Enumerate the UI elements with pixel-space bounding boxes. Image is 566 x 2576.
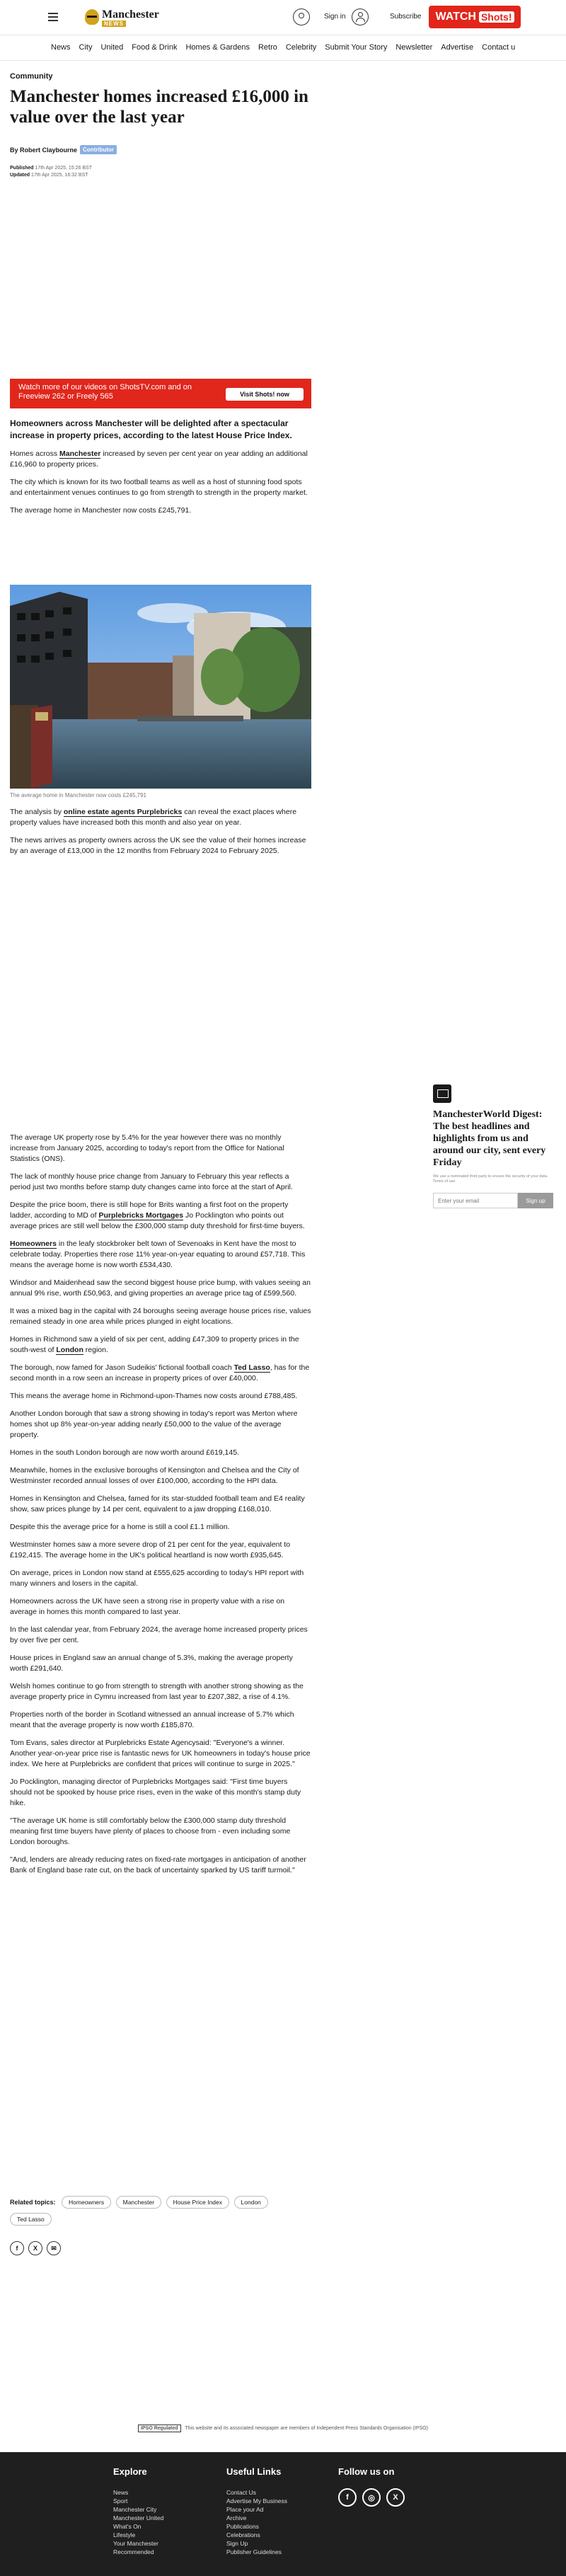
related-topics: [10, 2196, 311, 2230]
paragraph: Despite the price boom, there is still hope for Brits wanting a first foot on the property ladder, according to MD of Purplebricks Mortgages Jo Pocklington who points out average prices are still well below the £300,000 stamp duty threshold for first-time buyers.: [10, 1201, 305, 1230]
paragraph: Homes in Kensington and Chelsea, famed for its star-studded football team and E4 reality show, saw prices plunge by 14 per cent, equivalent to a jaw dropping £168,010.: [10, 1494, 305, 1513]
nav-retro[interactable]: Retro: [258, 43, 277, 52]
share-bar: [10, 2241, 61, 2255]
nav-newsletter[interactable]: Newsletter: [395, 43, 433, 52]
nav-contact[interactable]: Contact u: [482, 43, 516, 52]
site-logo[interactable]: [85, 7, 159, 28]
footer-link[interactable]: Manchester City: [113, 2506, 157, 2513]
topic-chip-ted-lasso[interactable]: Ted Lasso: [10, 2213, 52, 2226]
paragraph: The news arrives as property owners across the UK see the value of their homes increase by an average of £13,000 in the 12 months from February 2024 to February 2025.: [10, 836, 306, 855]
main-nav: [0, 35, 566, 61]
x-share-icon[interactable]: X: [28, 2241, 42, 2255]
published-label: Published: [10, 166, 34, 171]
watch-shots-button[interactable]: [429, 6, 521, 28]
menu-icon[interactable]: [48, 13, 58, 21]
paragraph: Jo Pocklington, managing director of Purplebricks Mortgages said: "First time buyers should not be spooked by house price rises, even in the wake of this month's stamp duty hike.: [10, 1778, 301, 1807]
contributor-badge: Contributor: [80, 145, 117, 154]
paragraph: Meanwhile, homes in the exclusive boroughs of Kensington and Chelsea and the City of Westminster recorded annual losses of over £100,000, according to the HPI data.: [10, 1466, 299, 1485]
paragraph: Despite this the average price for a home is still a cool £1.1 million.: [10, 1523, 230, 1531]
paragraph: The average home in Manchester now costs £245,791.: [10, 506, 192, 515]
topic-chip-london[interactable]: London: [234, 2196, 268, 2209]
logo-main: Manchester: [102, 8, 159, 21]
footer-link[interactable]: What's On: [113, 2523, 142, 2530]
paragraph: The lack of monthly house price change from January to February this year reflects a period just two months before stamp duty changes came into force at the start of April.: [10, 1172, 293, 1191]
article-body-intro: [10, 418, 311, 523]
nav-celebrity[interactable]: Celebrity: [285, 43, 317, 52]
article-body-analysis: [10, 807, 311, 864]
paragraph: Another London borough that saw a strong showing in today's report was Merton where homes shot up 8% year-on-year adding nearly £50,000 to the value of the average property.: [10, 1409, 298, 1439]
related-topics-label: Related topics:: [10, 2199, 56, 2206]
paragraph: Tom Evans, sales director at Purplebricks Estate Agencysaid: "Everyone's a winner. Another year-on-year price rise is fantastic news for UK homeowners in today's house price index. We here at Purplebricks are confident that prices will continue to surge in 2025.": [10, 1739, 311, 1768]
email-share-icon[interactable]: ✉: [47, 2241, 61, 2255]
footer-link[interactable]: Sign Up: [226, 2540, 248, 2547]
paragraph: The average UK property rose by 5.4% for the year however there was no monthly increase from January 2025, according to today's report from the Office for National Statistics (ONS).: [10, 1133, 284, 1163]
updated-date: 17th Apr 2025, 16:32 BST: [30, 173, 88, 178]
author-name[interactable]: By Robert Claybourne: [10, 146, 78, 154]
ipso-badge[interactable]: IPSO Regulated: [138, 2425, 181, 2432]
topic-chip-house-price-index[interactable]: House Price Index: [166, 2196, 229, 2209]
paragraph: The city which is known for its two football teams as well as a host of stunning food spots and entertainment venues continues to go from strength to strength in the property market.: [10, 478, 308, 497]
homeowners-link[interactable]: Homeowners: [10, 1240, 57, 1248]
nav-advertise[interactable]: Advertise: [441, 43, 474, 52]
paragraph: Homes in the south London borough are now worth around £619,145.: [10, 1448, 239, 1457]
manchester-link[interactable]: Manchester: [59, 450, 101, 458]
paragraph: "And, lenders are already reducing rates on fixed-rate mortgages in anticipation of another Bank of England base rate cut, on the back of uncertainty sparked by US tariff turmoil.": [10, 1855, 306, 1874]
article-headline: Manchester homes increased £16,000 in value over the last year: [10, 87, 308, 127]
newsletter-signup: [433, 1084, 553, 1208]
paragraph: Homeowners across the UK have seen a strong rise in property value with a rise on average in homes this month compared to last year.: [10, 1597, 285, 1616]
facebook-share-icon[interactable]: f: [10, 2241, 24, 2255]
nav-food-drink[interactable]: Food & Drink: [132, 43, 178, 52]
user-icon[interactable]: [352, 8, 369, 25]
ipso-text: This website and its associated newspaper are members of Independent Press Standards Organisation (IPSO): [185, 2426, 428, 2431]
nav-city[interactable]: City: [79, 43, 93, 52]
shots-ad-banner[interactable]: [10, 379, 311, 408]
footer-useful-title: Useful Links: [226, 2466, 282, 2477]
ipso-notice: [0, 2425, 566, 2432]
paragraph: Windsor and Maidenhead saw the second biggest house price bump, with values seeing an annual 9% rise, worth £50,963, and giving properties an average price tag of £599,560.: [10, 1278, 311, 1298]
paragraph: This means the average home in Richmond-upon-Thames now costs around £788,485.: [10, 1392, 298, 1400]
footer-link[interactable]: Archive: [226, 2514, 247, 2521]
footer-link[interactable]: Place your Ad: [226, 2506, 264, 2513]
sign-in-link[interactable]: Sign in: [324, 13, 346, 21]
facebook-icon[interactable]: f: [338, 2488, 357, 2507]
footer-link[interactable]: News: [113, 2489, 129, 2496]
site-header: [0, 0, 566, 35]
london-link[interactable]: London: [56, 1346, 83, 1354]
instagram-icon[interactable]: ◎: [362, 2488, 381, 2507]
nav-homes-gardens[interactable]: Homes & Gardens: [185, 43, 250, 52]
footer-link[interactable]: Advertise My Business: [226, 2497, 287, 2505]
subscribe-link[interactable]: Subscribe: [390, 13, 422, 21]
search-icon[interactable]: [293, 8, 310, 25]
paragraph: House prices in England saw an annual change of 5.3%, making the average property worth £291,640.: [10, 1654, 293, 1673]
paragraph: The borough, now famed for Jason Sudeikis' fictional football coach Ted Lasso, has for the second month in a row seen an increase in property prices of over £40,000.: [10, 1363, 310, 1383]
site-footer: [0, 2452, 566, 2576]
footer-useful-links: [226, 2466, 287, 2556]
footer-explore: [113, 2466, 163, 2556]
ted-lasso-link[interactable]: Ted Lasso: [233, 1363, 270, 1372]
paragraph: Westminster homes saw a more severe drop of 21 per cent for the year, equivalent to £192,415. The average home in the UK's political heartland is now worth £935,645.: [10, 1540, 291, 1559]
newsletter-fine-print: We use a nominated third party to ensure the security of your data. Terms of use: [433, 1174, 548, 1184]
paragraph: "The average UK home is still comfortably below the £300,000 stamp duty threshold meaning first time buyers have plenty of places to choose from - even including some London boroughs.: [10, 1816, 291, 1846]
section-kicker[interactable]: Community: [10, 72, 53, 81]
bee-logo-icon: [85, 9, 99, 25]
article-standfirst: Homeowners across Manchester will be delighted after a spectacular increase in property prices, according to the latest House Price Index.: [10, 418, 292, 440]
newsletter-form: [433, 1193, 553, 1208]
canal-photo: [10, 585, 311, 789]
paragraph: Properties north of the border in Scotland witnessed an annual increase of 5.7% which meant that the average property is now worth £185,870.: [10, 1710, 294, 1729]
topic-chip-manchester[interactable]: Manchester: [116, 2196, 161, 2209]
logo-sub: NEWS: [102, 21, 126, 27]
updated-label: Updated: [10, 173, 30, 178]
newsletter-title: ManchesterWorld Digest: The best headlines and highlights from us and around our city, sent every Friday: [433, 1109, 546, 1168]
article-dates: [10, 165, 92, 179]
paragraph: The analysis by online estate agents Purplebricks can reveal the exact places where property values have increased both this month and also year on year.: [10, 808, 297, 827]
visit-shots-button[interactable]: Visit Shots! now: [226, 388, 304, 401]
footer-link[interactable]: Lifestyle: [113, 2531, 136, 2538]
newsletter-signup-button[interactable]: Sign up: [518, 1193, 553, 1208]
watch-label: WATCH: [435, 11, 476, 23]
footer-link[interactable]: Your Manchester: [113, 2540, 158, 2547]
byline: [10, 145, 117, 154]
paragraph: Homeowners in the leafy stockbroker belt town of Sevenoaks in Kent have the most to celebrate today. Properties there rose 11% year-on-year equating to around £57,718. This means the average home is now worth £534,430.: [10, 1240, 306, 1269]
paragraph: Homes across Manchester increased by seven per cent year on year adding an additional £16,960 to property prices.: [10, 450, 308, 469]
article-body-main: [10, 1133, 311, 1883]
nav-submit-story[interactable]: Submit Your Story: [325, 43, 388, 52]
footer-link[interactable]: Publisher Guidelines: [226, 2548, 282, 2555]
newsletter-mail-icon: [433, 1084, 451, 1103]
footer-link[interactable]: Celebrations: [226, 2531, 260, 2538]
footer-link[interactable]: Recommended: [113, 2548, 154, 2555]
footer-link[interactable]: Manchester United: [113, 2514, 164, 2521]
footer-follow-title: Follow us on: [338, 2466, 395, 2477]
footer-explore-title: Explore: [113, 2466, 147, 2477]
nav-united[interactable]: United: [100, 43, 124, 52]
purplebricks-link[interactable]: online estate agents Purplebricks: [63, 808, 183, 816]
x-icon[interactable]: X: [386, 2488, 405, 2507]
topic-chip-homeowners[interactable]: Homeowners: [62, 2196, 111, 2209]
footer-link[interactable]: Sport: [113, 2497, 128, 2505]
footer-follow: [338, 2466, 405, 2507]
published-date: 17th Apr 2025, 15:26 BST: [35, 166, 92, 171]
paragraph: In the last calendar year, from February 2024, the average home increased property prices by over five per cent.: [10, 1625, 308, 1644]
shots-label: Shots!: [479, 11, 514, 23]
paragraph: Welsh homes continue to go from strength to strength with another strong showing as the average property price in Cymru increased from last year to £207,382, a rise of 4.1%.: [10, 1682, 304, 1701]
paragraph: It was a mixed bag in the capital with 24 boroughs seeing average house prices rise, values remained steady in one area while prices plunged in eight locations.: [10, 1307, 311, 1326]
newsletter-email-input[interactable]: Enter your email: [433, 1193, 518, 1208]
image-caption: The average home in Manchester now costs £245,791: [10, 792, 147, 798]
article-image: [10, 585, 311, 789]
paragraph: On average, prices in London now stand at £555,625 according to today's HPI report with many winners and losers in the capital.: [10, 1569, 304, 1588]
footer-link[interactable]: Publications: [226, 2523, 259, 2530]
ad-banner-text: Watch more of our videos on ShotsTV.com and on Freeview 262 or Freely 565: [18, 383, 192, 401]
paragraph: Homes in Richmond saw a yield of six per cent, adding £47,309 to property prices in the south-west of London region.: [10, 1335, 299, 1354]
footer-link[interactable]: Contact Us: [226, 2489, 257, 2496]
purplebricks-mortgages-link[interactable]: Purplebricks Mortgages: [98, 1211, 184, 1220]
nav-news[interactable]: News: [51, 43, 71, 52]
